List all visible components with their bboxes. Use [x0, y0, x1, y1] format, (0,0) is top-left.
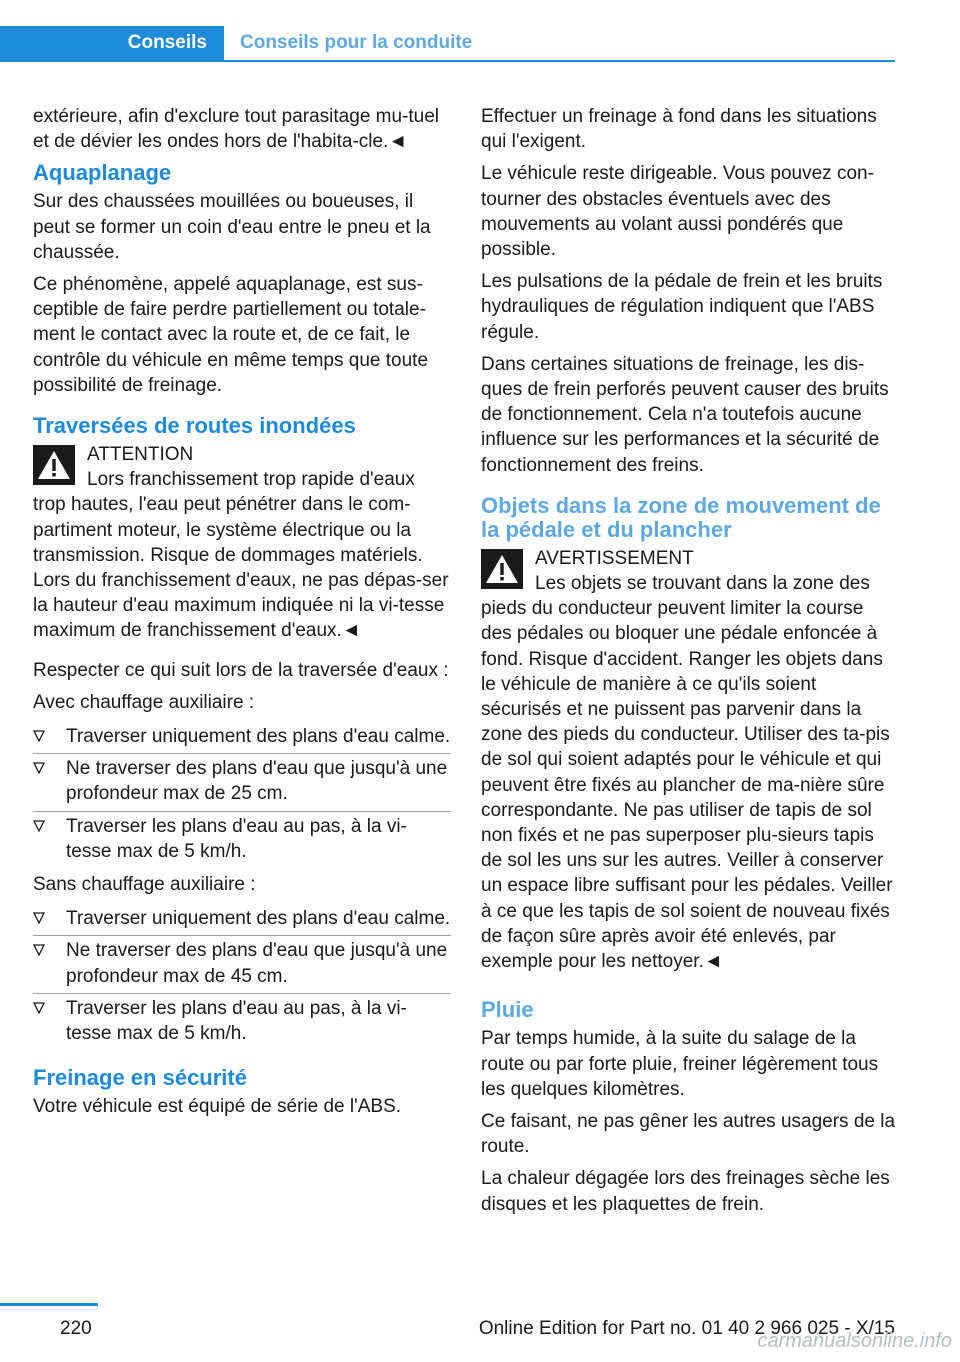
list-item: Traverser les plans d'eau au pas, à la vi-tesse max de 5 km/h. — [33, 994, 451, 1050]
paragraph: Les pulsations de la pédale de frein et les bruits hydrauliques de régulation indiquent que l'ABS régule. — [481, 271, 883, 343]
heading-aquaplanage: Aquaplanage — [33, 160, 172, 186]
paragraph: Respecter ce qui suit lors de la traversée d'eaux : — [33, 659, 449, 681]
heading-objets: Objets dans la zone de mouvement de la pédale et du plancher — [481, 492, 881, 542]
heading-traversees: Traversées de routes inondées — [33, 413, 356, 439]
page-header — [0, 26, 895, 62]
header-divider — [0, 60, 895, 62]
warning-block — [33, 442, 451, 644]
warning-title: ATTENTION — [87, 444, 194, 466]
footer-divider — [0, 1303, 98, 1306]
triangle-bullet-icon — [33, 730, 45, 742]
warning-block — [481, 546, 899, 974]
list-item: Ne traverser des plans d'eau que jusqu'à une profondeur max de 25 cm. — [33, 754, 451, 811]
watermark: carmanualsonline.info — [757, 1330, 952, 1352]
paragraph: La chaleur dégagée lors des freinages sèche les disques et les plaquettes de frein. — [481, 1168, 890, 1215]
triangle-bullet-icon — [33, 1002, 45, 1014]
left-column — [33, 104, 451, 1127]
warning-text: Lors franchissement trop rapide d'eaux trop hautes, l'eau peut pénétrer dans le com-partiment moteur, le système électrique ou la transmission. Risque de dommages matériels. Lors du franchissement d'eaux, ne pas dépas-ser la hauteur d'eau maximum indiquée ni la vi-tesse maximum de franchissement d'eaux.◄ — [33, 469, 449, 642]
paragraph: Dans certaines situations de freinage, les dis-ques de frein perforés peuvent causer des bruits de fonctionnement. Cela n'a toutefois aucune influence sur les performances et la sécurité de fonctionnement des freins. — [481, 353, 889, 476]
paragraph: Effectuer un freinage à fond dans les situations qui l'exigent. — [481, 106, 877, 153]
heading-freinage: Freinage en sécurité — [33, 1065, 247, 1091]
edition-text: Online Edition for Part no. 01 40 2 966 025 - X/15 — [478, 1318, 895, 1339]
triangle-bullet-icon — [33, 944, 45, 956]
warning-text: Les objets se trouvant dans la zone des pieds du conducteur peuvent limiter la course des pédales ou bloquer une pédale enfoncée à fond. Risque d'accident. Ranger les objets dans le véhicule de manière à ce qu'ils soient sécurisés et ne puissent pas parvenir dans la zone des pieds du conducteur. Utiliser des ta-pis de sol qui soient adaptés pour le véhicule et qui peuvent être fixés au plancher de ma-nière sûre correspondante. Ne pas utiliser de tapis de sol non fixés et ne pas superposer plu-sieurs tapis de sol les uns sur les autres. Veiller à conserver un espace libre suffisant pour les pédales. Veiller à ce que les tapis de sol soient de nouveau fixés de façon sûre après avoir été enlevés, par exemple pour les nettoyer.◄ — [481, 573, 893, 973]
tab-conseils-conduite[interactable]: Conseils pour la conduite — [240, 32, 473, 53]
list-without-heater — [33, 904, 451, 1050]
warning-title: AVERTISSEMENT — [535, 547, 694, 569]
triangle-bullet-icon — [33, 762, 45, 774]
paragraph: Sur des chaussées mouillées ou boueuses, il peut se former un coin d'eau entre le pneu et la chaussée. — [33, 191, 431, 263]
paragraph: Le véhicule reste dirigeable. Vous pouvez con-tourner des obstacles éventuels avec des mouvements au volant aussi pondérés que possible. — [481, 163, 874, 261]
tab-conseils[interactable]: Conseils — [0, 26, 224, 60]
paragraph: Ce phénomène, appelé aquaplanage, est sus-ceptible de faire perdre partiellement ou totale-ment le contact avec la route et, de ce fait, le contrôle du véhicule en même temps que toute possibilité de freinage. — [33, 274, 429, 396]
list-item: Ne traverser des plans d'eau que jusqu'à une profondeur max de 45 cm. — [33, 936, 451, 993]
list-label: Avec chauffage auxiliaire : — [33, 691, 255, 713]
list-label: Sans chauffage auxiliaire : — [33, 874, 256, 896]
intro-paragraph: extérieure, afin d'exclure tout parasitage mu-tuel et de dévier les ondes hors de l'habita-cle.◄ — [33, 106, 440, 153]
page-number: 220 — [60, 1318, 92, 1339]
right-column — [481, 104, 899, 1224]
list-item: Traverser les plans d'eau au pas, à la vi-tesse max de 5 km/h. — [33, 812, 451, 868]
warning-triangle-icon — [481, 549, 523, 589]
list-item: Traverser uniquement des plans d'eau calme. — [33, 904, 451, 936]
warning-triangle-icon — [33, 445, 75, 485]
paragraph: Ce faisant, ne pas gêner les autres usagers de la route. — [481, 1110, 896, 1158]
list-item: Traverser uniquement des plans d'eau calme. — [33, 722, 451, 754]
paragraph: Par temps humide, à la suite du salage de la route ou par forte pluie, freiner légèrement tous les quelques kilomètres. — [481, 1028, 879, 1100]
list-with-heater — [33, 722, 451, 868]
triangle-bullet-icon — [33, 820, 45, 832]
paragraph: Votre véhicule est équipé de série de l'ABS. — [33, 1096, 402, 1118]
triangle-bullet-icon — [33, 912, 45, 924]
heading-pluie: Pluie — [481, 997, 534, 1023]
